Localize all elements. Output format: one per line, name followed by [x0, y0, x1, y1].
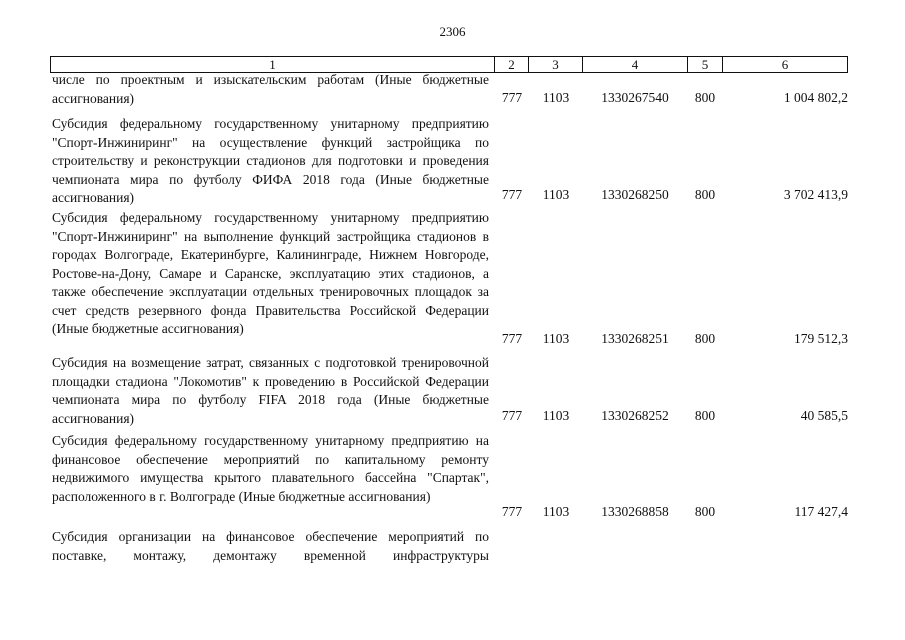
table-row — [0, 115, 905, 210]
row-col-2: 777 — [501, 331, 523, 346]
row-col-4: 1330268252 — [601, 408, 669, 423]
row-col-5: 800 — [694, 408, 716, 423]
row-col-4: 1330267540 — [601, 90, 669, 105]
row-col-3: 1103 — [542, 90, 570, 105]
row-col-2: 777 — [501, 408, 523, 423]
page-number: 2306 — [439, 24, 466, 39]
row-amount: 179 512,3 — [794, 331, 848, 346]
row-description: числе по проектным и изыскательским работам (Иные бюджетные ассигнования) — [52, 72, 489, 106]
row-col-4: 1330268250 — [601, 187, 669, 202]
table-header-col-1: 1 — [50, 56, 495, 73]
table-header-col-5: 5 — [687, 56, 723, 73]
row-col-2: 777 — [501, 504, 523, 519]
table-row — [0, 209, 905, 354]
row-col-5: 800 — [694, 331, 716, 346]
row-amount: 117 427,4 — [794, 504, 848, 519]
row-description: Субсидия федеральному государственному унитарному предприятию на финансовое обеспечение мероприятий по капитальному ремонту недвижимого имущества крытого плавательного бассейна "Спартак", расположенного в г. Волгограде (Иные бюджетные ассигнования) — [52, 433, 489, 504]
row-amount: 3 702 413,9 — [783, 187, 848, 202]
row-col-5: 800 — [694, 90, 716, 105]
table-row — [0, 528, 905, 568]
row-description: Субсидия федеральному государственному унитарному предприятию "Спорт-Инжиниринг" на выполнение функций застройщика стадионов в городах Волгограде, Екатеринбурге, Калининграде, Нижнем Новгороде, Ростове-на-Дону, Самаре и Саранске, эксплуатацию этих стадионов, а также обеспечение эксплуатации отдельных тренировочных площадок за счет средств резервного фонда Правительства Российской Федерации (Иные бюджетные ассигнования) — [52, 210, 489, 336]
row-amount: 40 585,5 — [800, 408, 848, 423]
table-row — [0, 432, 905, 527]
row-col-2: 777 — [501, 90, 523, 105]
row-description: Субсидия организации на финансовое обеспечение мероприятий по поставке, монтажу, демонтажу временной инфраструктуры — [52, 529, 489, 563]
row-col-3: 1103 — [542, 504, 570, 519]
row-description: Субсидия федеральному государственному унитарному предприятию "Спорт-Инжиниринг" на осуществление функций застройщика по строительству и реконструкции стадионов для подготовки и проведения чемпионата мира по футболу ФИФА 2018 года (Иные бюджетные ассигнования) — [52, 116, 489, 205]
row-col-3: 1103 — [542, 331, 570, 346]
table-row — [0, 71, 905, 111]
row-col-5: 800 — [694, 504, 716, 519]
table-header-col-2: 2 — [494, 56, 529, 73]
row-col-3: 1103 — [542, 408, 570, 423]
row-col-3: 1103 — [542, 187, 570, 202]
row-description: Субсидия на возмещение затрат, связанных с подготовкой тренировочной площадки стадиона "Локомотив" к проведению в Российской Федерации чемпионата мира по футболу FIFA 2018 года (Иные бюджетные ассигнования) — [52, 355, 489, 426]
table-header-col-4: 4 — [582, 56, 688, 73]
table-header-col-6: 6 — [722, 56, 848, 73]
row-col-4: 1330268858 — [601, 504, 669, 519]
row-col-2: 777 — [501, 187, 523, 202]
row-col-4: 1330268251 — [601, 331, 669, 346]
row-amount: 1 004 802,2 — [783, 90, 848, 105]
table-header-col-3: 3 — [528, 56, 583, 73]
row-col-5: 800 — [694, 187, 716, 202]
table-row — [0, 354, 905, 429]
